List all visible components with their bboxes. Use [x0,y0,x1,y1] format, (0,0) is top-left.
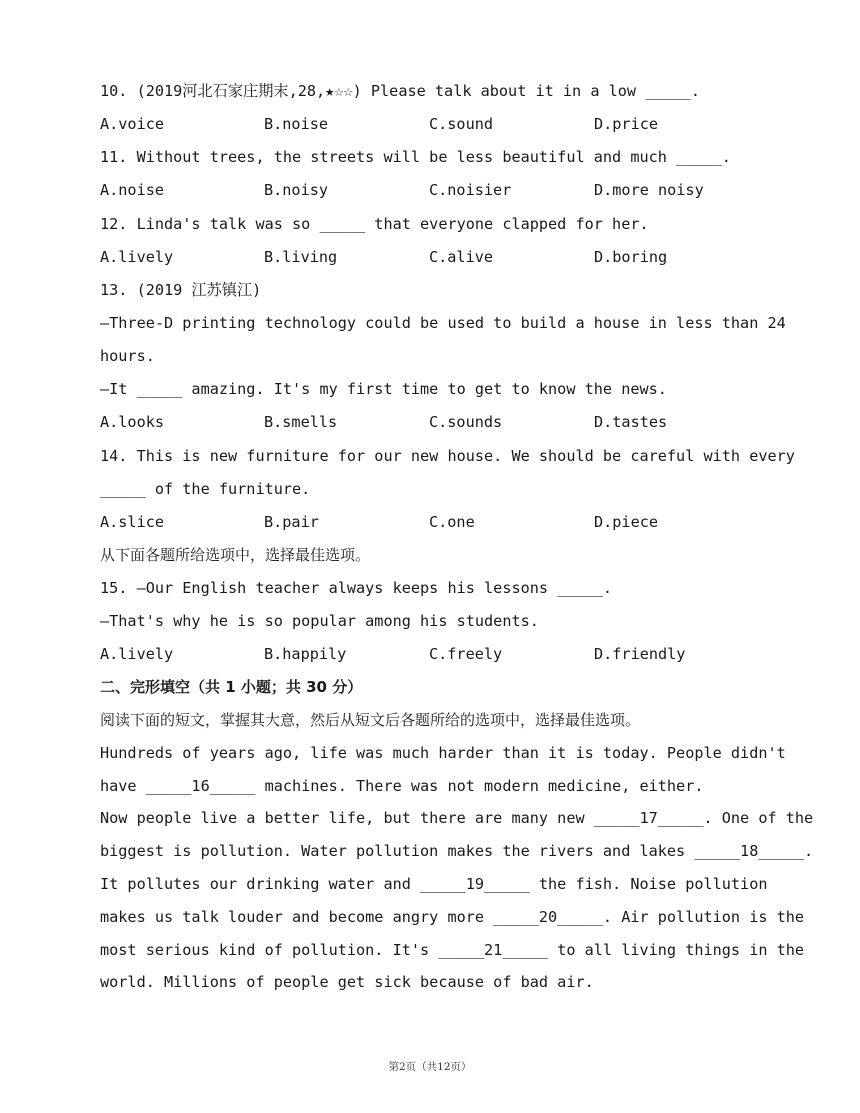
section-2-instruction: 阅读下面的短文，掌握其大意，然后从短文后各题所给的选项中，选择最佳选项。 [100,711,641,729]
q14-option-d: D.piece [594,513,659,531]
passage-line: biggest is pollution. Water pollution makes the rivers and lakes _____18_____. [100,842,814,860]
q15-option-d: D.friendly [594,645,686,663]
q11-option-d: D.more noisy [594,181,704,199]
q14-option-a: A.slice [100,513,165,531]
question-15-dialogue-line-2: —That's why he is so popular among his students. [100,612,539,630]
page-footer: 第2页（共12页） [388,1061,472,1073]
q13-option-d: D.tastes [594,413,668,431]
passage-line: Hundreds of years ago, life was much harder than it is today. People didn't [100,744,786,762]
q11-option-c: C.noisier [429,181,512,199]
q14-option-b: B.pair [264,513,319,531]
q12-option-c: C.alive [429,248,494,266]
instruction-select-best: 从下面各题所给选项中，选择最佳选项。 [100,546,371,564]
question-13-dialogue-line-3: —It _____ amazing. It's my first time to get to know the news. [100,380,667,398]
section-2-heading: 二、完形填空（共 1 小题；共 30 分） [100,678,363,696]
question-13-dialogue-line-2: hours. [100,347,155,365]
passage-line: Now people live a better life, but there are many new _____17_____. One of the [100,809,814,827]
question-13-stem: 13. (2019 江苏镇江) [100,281,262,299]
q10-option-a: A.voice [100,115,165,133]
q12-option-a: A.lively [100,248,174,266]
question-12-stem: 12. Linda's talk was so _____ that everyone clapped for her. [100,215,649,233]
passage-line: world. Millions of people get sick because of bad air. [100,973,594,991]
q13-option-c: C.sounds [429,413,503,431]
question-13-dialogue-line-1: —Three-D printing technology could be used to build a house in less than 24 [100,314,786,332]
q15-option-c: C.freely [429,645,503,663]
passage-line: most serious kind of pollution. It's _____21_____ to all living things in the [100,941,805,959]
passage-line: It pollutes our drinking water and _____19_____ the fish. Noise pollution [100,875,768,893]
q10-option-d: D.price [594,115,659,133]
q10-option-b: B.noise [264,115,329,133]
q15-option-b: B.happily [264,645,347,663]
passage-line: makes us talk louder and become angry more _____20_____. Air pollution is the [100,908,805,926]
q12-option-d: D.boring [594,248,668,266]
q10-option-c: C.sound [429,115,494,133]
passage-line: have _____16_____ machines. There was not modern medicine, either. [100,777,704,795]
q11-option-a: A.noise [100,181,165,199]
q12-option-b: B.living [264,248,338,266]
q15-option-a: A.lively [100,645,174,663]
q13-option-b: B.smells [264,413,338,431]
question-15-dialogue-line-1: 15. —Our English teacher always keeps his lessons _____. [100,579,613,597]
q13-option-a: A.looks [100,413,165,431]
question-14-stem-line-2: _____ of the furniture. [100,480,311,498]
question-11-stem: 11. Without trees, the streets will be less beautiful and much _____. [100,148,731,166]
q14-option-c: C.one [429,513,475,531]
q11-option-b: B.noisy [264,181,329,199]
question-10-stem: 10. (2019河北石家庄期末,28,★☆☆) Please talk about it in a low _____. [100,82,701,100]
question-14-stem-line-1: 14. This is new furniture for our new house. We should be careful with every [100,447,795,465]
